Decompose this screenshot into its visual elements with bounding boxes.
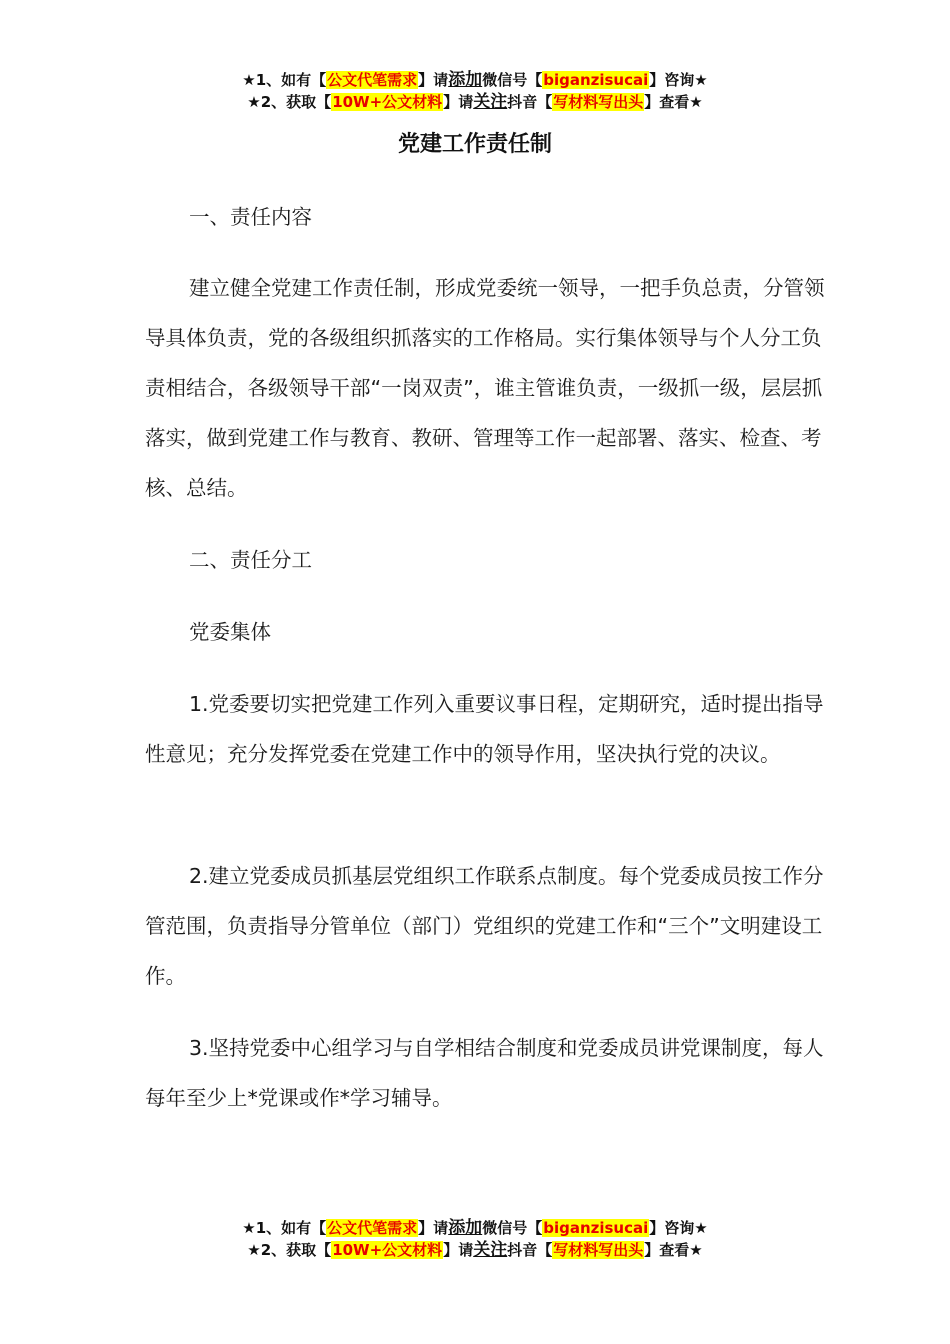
highlight-douyin-account: 写材料写出头 [553,1241,644,1259]
list-item-3: 3.坚持党委中心组学习与自学相结合制度和党委成员讲党课制度，每人每年至少上*党课或作*学习辅导。 [145,1036,824,1110]
emphasis-follow: 关注 [473,92,508,112]
emphasis-add: 添加 [448,70,483,90]
highlight-materials: 10W+公文材料 [332,93,443,111]
list-item-1: 1.党委要切实把党建工作列入重要议事日程，定期研究，适时提出指导性意见；充分发挥党委在党建工作中的领导作用，坚决执行党的决议。 [145,692,824,766]
highlight-service: 公文代笔需求 [327,71,418,89]
banner-line-2-bottom: ★2、获取【10W+公文材料】请关注抖音【写材料写出头】查看★ [247,1240,703,1260]
banner-line-2: ★2、获取【10W+公文材料】请关注抖音【写材料写出头】查看★ [247,92,703,112]
banner-line-1: ★1、如有【公文代笔需求】请添加微信号【biganzisucai】咨询★ [242,70,708,90]
emphasis-add: 添加 [448,1218,483,1238]
section-body-1: 建立健全党建工作责任制，形成党委统一领导，一把手负总责，分管领导具体负责，党的各级组织抓落实的工作格局。实行集体领导与个人分工负责相结合，各级领导干部“一岗双责”，谁主管谁负责，一级抓一级，层层抓落实，做到党建工作与教育、教研、管理等工作一起部署、落实、检查、考核、总结。 [145,276,825,500]
emphasis-follow: 关注 [473,1240,508,1260]
top-banner [0,69,950,113]
subheading-party-committee: 党委集体 [189,620,271,644]
highlight-materials: 10W+公文材料 [332,1241,443,1259]
section-heading-2: 二、责任分工 [189,548,312,572]
highlight-service: 公文代笔需求 [327,1219,418,1237]
bottom-banner [0,1217,950,1261]
highlight-wechat-id: biganzisucai [543,71,649,89]
list-item-2: 2.建立党委成员抓基层党组织工作联系点制度。每个党委成员按工作分管范围，负责指导分管单位（部门）党组织的党建工作和“三个”文明建设工作。 [145,864,824,988]
document-title: 党建工作责任制 [397,132,552,157]
banner-line-1-bottom: ★1、如有【公文代笔需求】请添加微信号【biganzisucai】咨询★ [242,1218,708,1238]
section-heading-1: 一、责任内容 [189,205,312,229]
highlight-douyin-account: 写材料写出头 [553,93,644,111]
highlight-wechat-id: biganzisucai [543,1219,649,1237]
